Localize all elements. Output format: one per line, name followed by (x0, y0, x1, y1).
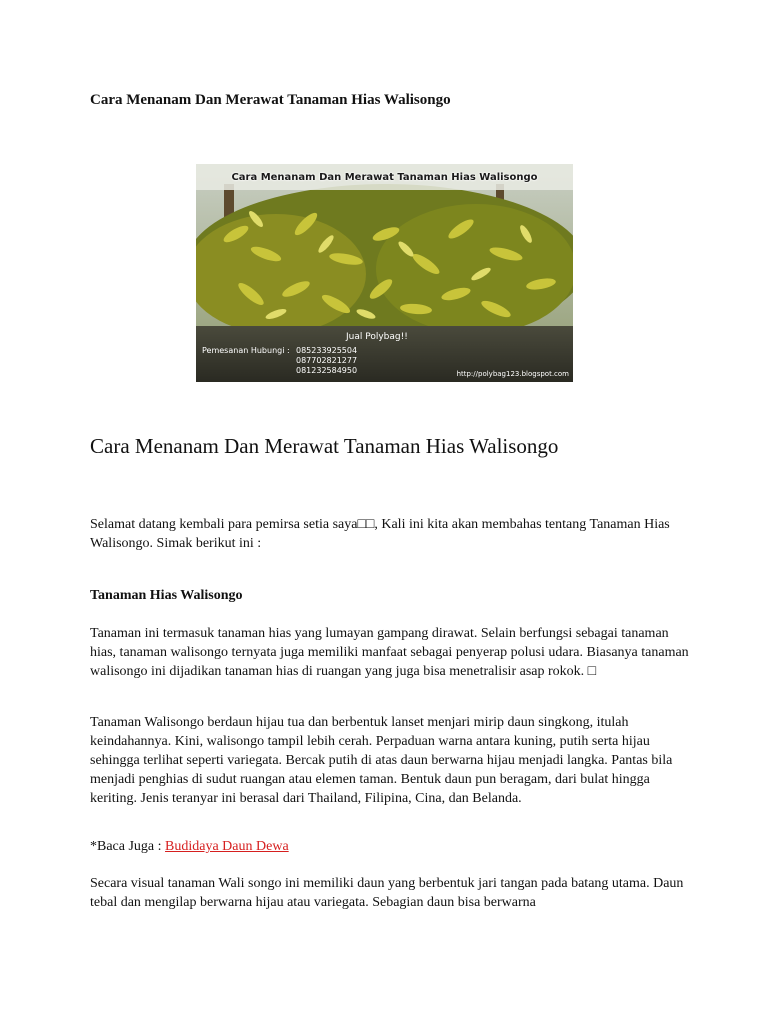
paragraph-1: Tanaman ini termasuk tanaman hias yang lumayan gampang dirawat. Selain berfungsi sebagai tanaman hias, tanaman walisongo ternyata juga memiliki manfaat sebagai penyerap polusi udara. Biasanya tanaman walisongo ini dijadikan tanaman hias di ruangan yang juga bisa menetralisir asap rokok. □ (90, 626, 689, 679)
section-title: Tanaman Hias Walisongo (90, 588, 243, 603)
intro-paragraph: Selamat datang kembali para pemirsa setia saya□□, Kali ini kita akan membahas tentang Tanaman Hias Walisongo. Simak berikut ini : (90, 517, 670, 551)
paragraph-3: Secara visual tanaman Wali songo ini memiliki daun yang berbentuk jari tangan pada batang utama. Daun tebal dan mengilap berwarna hijau atau variegata. Sebagian daun bisa berwarna (90, 876, 684, 910)
image-phone-number: 087702821277 (296, 356, 358, 365)
image-contact-label: Pemesanan Hubungi : (202, 346, 290, 355)
image-sell-text: Jual Polybag!! (346, 332, 408, 342)
image-caption-title: Cara Menanam Dan Merawat Tanaman Hias Walisongo (231, 172, 538, 183)
article-heading: Cara Menanam Dan Merawat Tanaman Hias Walisongo (90, 434, 559, 458)
paragraph-2: Tanaman Walisongo berdaun hijau tua dan berbentuk lanset menjari mirip daun singkong, itulah keindahannya. Kini, walisongo tampil lebih cerah. Perpaduan warna antara kuning, putih serta hijau sehingga terlihat seperti variegata. Bercak putih di atas daun berwarna hijau menjadi langka. Pantas bila menjadi penghias di sudut ruangan atau elemen taman. Bentuk daun pun beragam, dari bulat hingga keriting. Jenis teranyar ini berasal dari Thailand, Filipina, Cina, dan Belanda. (90, 715, 673, 806)
document-title: Cara Menanam Dan Merawat Tanaman Hias Walisongo (90, 92, 451, 108)
image-url: http://polybag123.blogspot.com (456, 370, 569, 378)
image-phone-list (296, 346, 357, 376)
image-phone-number: 081232584950 (296, 366, 358, 375)
image-phone-number: 085233925504 (296, 346, 358, 355)
see-also-line (90, 837, 690, 856)
see-also-link[interactable]: Budidaya Daun Dewa (165, 839, 289, 854)
see-also-prefix: *Baca Juga : (90, 839, 166, 854)
walisongo-plant-image (196, 164, 573, 382)
